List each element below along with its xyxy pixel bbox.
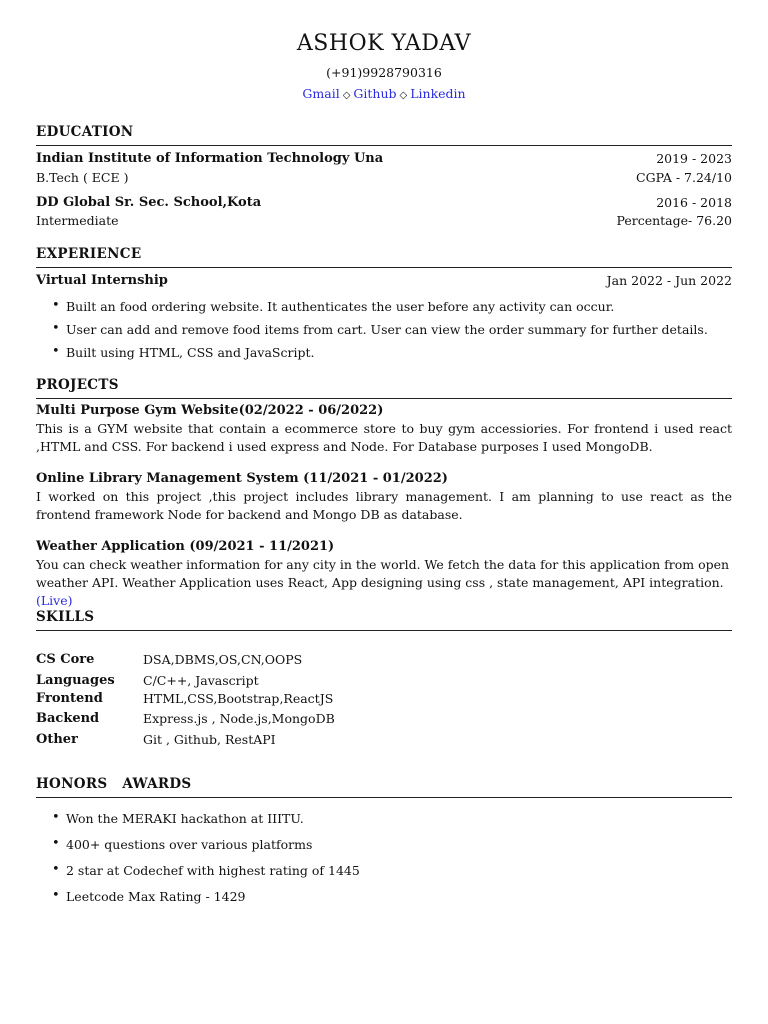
skill-value: DSA,DBMS,OS,CN,OOPS <box>143 652 303 667</box>
institution-name: DD Global Sr. Sec. School,Kota <box>36 195 262 210</box>
list-item: • 2 star at Codechef with highest rating of 1445 <box>52 863 732 889</box>
skill-category: Frontend <box>36 691 103 706</box>
project-title: Online Library Management System (11/2021 - 01/2022) <box>36 471 448 486</box>
project-description: This is a GYM website that contain a ecommerce store to buy gym accessiories. For frontend i used react ,HTML and CSS. For backend i used express and Node. For Database purposes I used MongoDB. <box>36 421 732 454</box>
list-item: • User can add and remove food items from cart. User can view the order summary for further details. <box>52 322 732 345</box>
degree: B.Tech ( ECE ) <box>36 170 129 185</box>
experience-dates: Jan 2022 - Jun 2022 <box>606 273 732 288</box>
projects-divider <box>36 398 732 399</box>
education-score: Percentage- 76.20 <box>616 213 732 228</box>
education-divider <box>36 145 732 146</box>
gmail-link[interactable]: Gmail <box>302 86 340 101</box>
honors-bullets <box>52 811 732 915</box>
degree: Intermediate <box>36 213 119 228</box>
skill-value: Git , Github, RestAPI <box>143 732 276 747</box>
diamond-separator-icon: ◇ <box>342 90 351 101</box>
list-item: • Built using HTML, CSS and JavaScript. <box>52 345 732 368</box>
skill-category: CS Core <box>36 652 95 667</box>
project-title: Multi Purpose Gym Website(02/2022 - 06/2022) <box>36 403 384 418</box>
live-link[interactable]: (Live) <box>36 593 73 608</box>
experience-bullets <box>52 299 732 368</box>
project-description: I worked on this project ,this project includes library management. I am planning to use react as the frontend framework Node for backend and Mongo DB as database. <box>36 489 732 522</box>
skill-category: Backend <box>36 711 100 726</box>
github-link[interactable]: Github <box>353 86 397 101</box>
skill-value: C/C++, Javascript <box>143 673 259 688</box>
honors-divider <box>36 797 732 798</box>
project-title: Weather Application (09/2021 - 11/2021) <box>36 539 335 554</box>
list-item: • 400+ questions over various platforms <box>52 837 732 863</box>
list-item: • Built an food ordering website. It authenticates the user before any activity can occur. <box>52 299 732 322</box>
projects-heading: PROJECTS <box>36 377 119 393</box>
linkedin-link[interactable]: Linkedin <box>410 86 466 101</box>
honors-heading: HONORS AWARDS <box>36 776 192 792</box>
education-dates: 2016 - 2018 <box>656 195 732 210</box>
institution-name: Indian Institute of Information Technology Una <box>36 151 384 166</box>
phone-number: (+91)9928790316 <box>326 65 442 80</box>
list-item: • Won the MERAKI hackathon at IIITU. <box>52 811 732 837</box>
skills-heading: SKILLS <box>36 609 95 625</box>
skill-value: Express.js , Node.js,MongoDB <box>143 711 335 726</box>
project-description <box>36 556 732 610</box>
skills-divider <box>36 630 732 631</box>
experience-divider <box>36 267 732 268</box>
education-score: CGPA - 7.24/10 <box>636 170 732 185</box>
skill-category: Other <box>36 732 78 747</box>
list-item: • Leetcode Max Rating - 1429 <box>52 889 732 915</box>
skill-value: HTML,CSS,Bootstrap,ReactJS <box>143 691 334 706</box>
project-description-text: You can check weather information for any city in the world. We fetch the data for this application from open weather API. Weather Application uses React, App designing using css , state management, API integration. <box>36 557 730 590</box>
education-dates: 2019 - 2023 <box>656 151 732 166</box>
experience-heading: EXPERIENCE <box>36 246 142 262</box>
contact-links <box>0 86 768 101</box>
skill-category: Languages <box>36 673 115 688</box>
education-heading: EDUCATION <box>36 124 134 140</box>
candidate-name: ASHOK YADAV <box>296 31 472 56</box>
diamond-separator-icon: ◇ <box>399 90 408 101</box>
experience-role: Virtual Internship <box>36 273 168 288</box>
